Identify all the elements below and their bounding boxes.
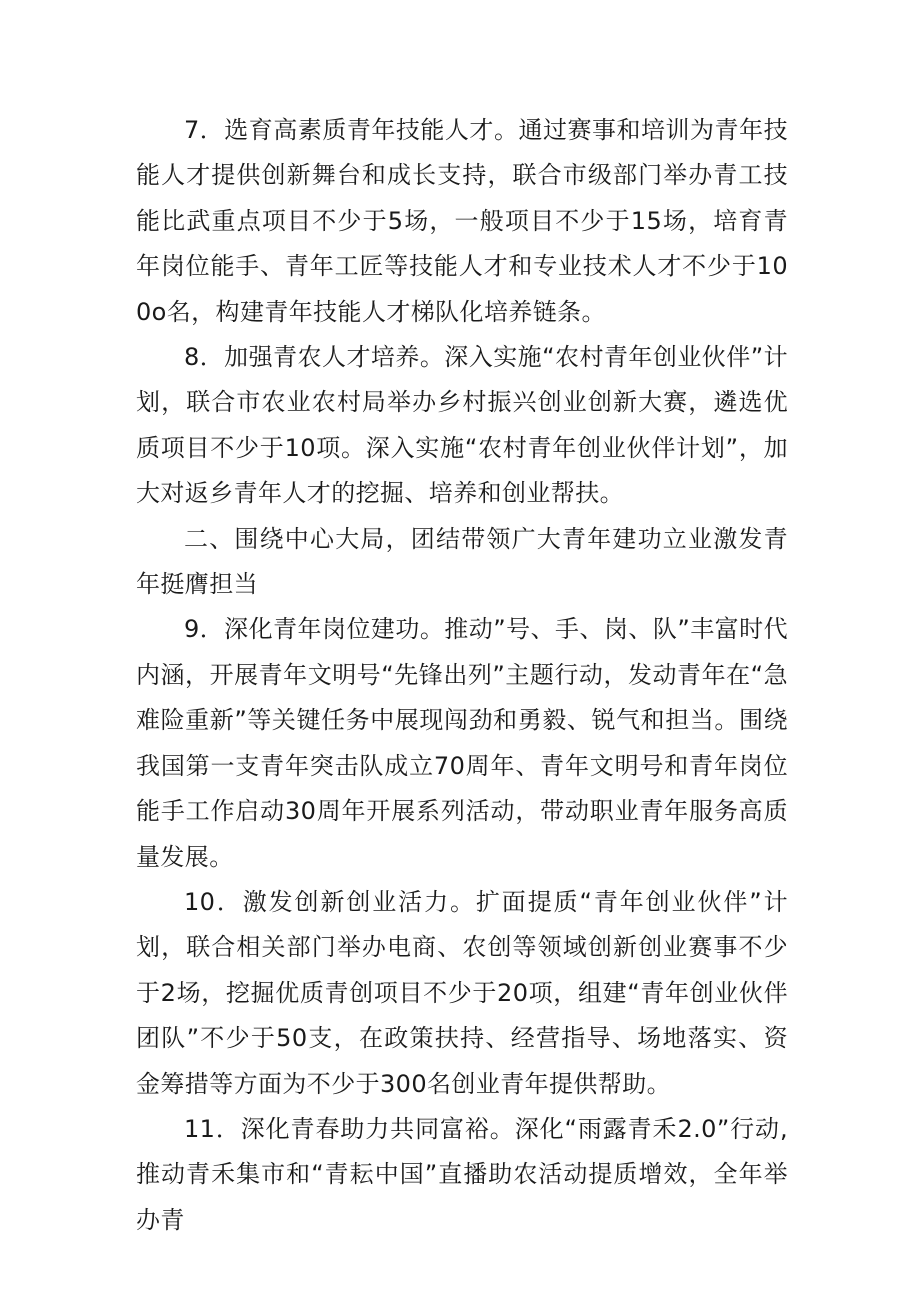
section-heading-2: 二、围绕中心大局，团结带领广大青年建功立业激发青年挺膺担当 — [136, 524, 788, 599]
paragraph-9-post-contribution: 9．深化青年岗位建功。推动”号、手、岗、队”丰富时代内涵，开展青年文明号“先锋出列”主题行动，发动青年在“急难险重新”等关键任务中展现闯劲和勇毅、锐气和担当。围绕我国第一支青年突击队成立70周年、青年文明号和青年岗位能手工作启动30周年开展系列活动，带动职业青年服务高质量发展。 — [136, 615, 788, 871]
document-body — [136, 108, 788, 1243]
paragraph-7-skilled-talent: 7．选育高素质青年技能人才。通过赛事和培训为青年技能人才提供创新舞台和成长支持，联合市级部门举办青工技能比武重点项目不少于5场，一般项目不少于15场，培育青年岗位能手、青年工匠等技能人才和专业技术人才不少于100o名，构建青年技能人才梯队化培养链条。 — [136, 116, 788, 326]
paragraph-11-common-prosperity: 11．深化青春助力共同富裕。深化“雨露青禾2.0”行动,推动青禾集市和“青耘中国”直播助农活动提质增效，全年举办青 — [136, 1114, 788, 1234]
paragraph-8-rural-talent: 8．加强青农人才培养。深入实施“农村青年创业伙伴”计划，联合市农业农村局举办乡村振兴创业创新大赛，遴选优质项目不少于10项。深入实施“农村青年创业伙伴计划”，加大对返乡青年人才的挖掘、培养和创业帮扶。 — [136, 343, 788, 508]
paragraph-10-innovation-entrepreneurship: 10．激发创新创业活力。扩面提质“青年创业伙伴”计划，联合相关部门举办电商、农创等领域创新创业赛事不少于2场，挖掘优质青创项目不少于20项，组建“青年创业伙伴团队”不少于50支，在政策扶持、经营指导、场地落实、资金筹措等方面为不少于300名创业青年提供帮助。 — [136, 887, 788, 1098]
